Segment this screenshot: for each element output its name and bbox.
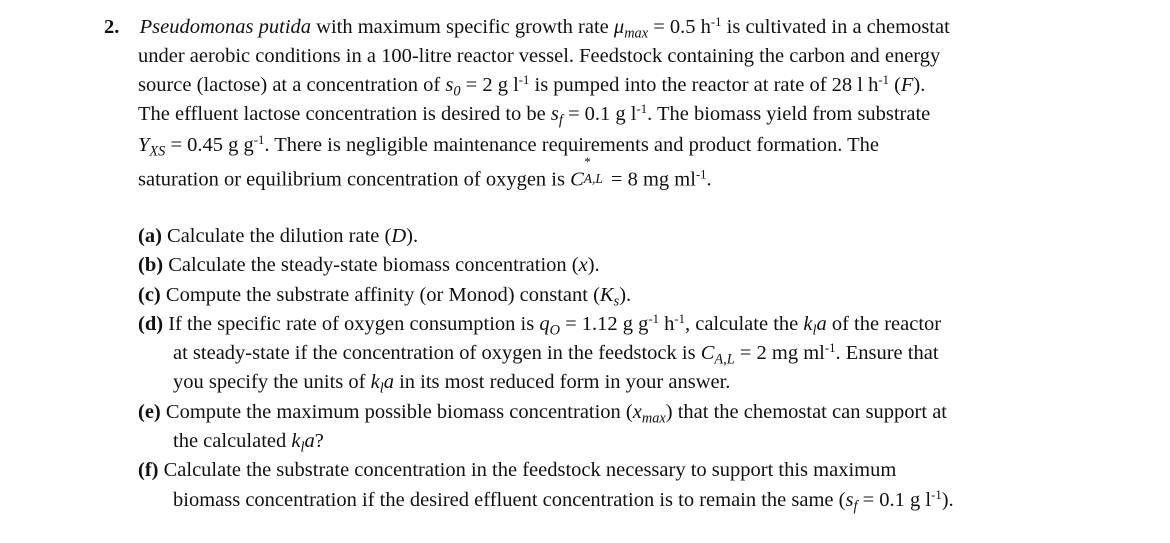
text: = 0.5 h	[648, 16, 711, 38]
superscript: *	[583, 155, 591, 169]
text: in its most reduced form in your answer.	[393, 371, 731, 393]
part-d-line-3	[173, 371, 731, 397]
part-label: (f)	[138, 459, 159, 481]
k-symbol: k	[291, 430, 301, 452]
subscript: A,L	[583, 171, 603, 186]
subscript: max	[641, 410, 666, 427]
superscript: -1	[648, 312, 660, 327]
text: Calculate the steady-state biomass concentration (	[163, 254, 579, 276]
question-line-3	[138, 73, 926, 100]
F-symbol: F	[900, 74, 914, 96]
text: = 0.1 g l	[562, 103, 637, 125]
part-a	[138, 226, 418, 247]
text: = 2 g l	[460, 74, 519, 96]
part-b	[138, 255, 600, 276]
text: source (lactose) at a concentration of	[138, 74, 446, 96]
text: Calculate the substrate concentration in the feedstock necessary to support this maximum	[158, 459, 897, 481]
superscript: -1	[878, 73, 889, 88]
superscript: -1	[824, 341, 836, 356]
subscript: XS	[149, 143, 166, 160]
superscript: -1	[636, 102, 648, 117]
text: = 0.45 g g	[165, 134, 254, 156]
text: ).	[406, 225, 419, 247]
subscript: max	[624, 25, 649, 42]
text: the calculated	[173, 430, 292, 452]
text: = 8 mg ml	[605, 168, 696, 191]
part-f-line-2	[173, 488, 954, 515]
text: .	[706, 168, 712, 191]
text: h	[659, 313, 675, 335]
a-symbol: a	[304, 430, 315, 452]
text: Calculate the dilution rate (	[161, 225, 392, 247]
s-symbol: s	[445, 74, 454, 96]
text: ).	[587, 254, 600, 276]
text: you specify the units of	[173, 371, 371, 393]
part-label: (e)	[138, 401, 161, 423]
part-c	[138, 284, 632, 310]
text: (	[888, 74, 901, 96]
text: . Ensure that	[835, 342, 939, 364]
superscript: -1	[518, 73, 530, 88]
text: , calculate the	[684, 313, 804, 335]
question-line-2	[138, 46, 940, 67]
part-label: (d)	[138, 313, 164, 335]
text: If the specific rate of oxygen consumption is	[163, 313, 540, 335]
text: is cultivated in a chemostat	[721, 16, 950, 38]
x-symbol: x	[632, 401, 642, 423]
superscript: -1	[710, 15, 722, 30]
C-symbol: C	[700, 342, 715, 364]
a-symbol: a	[816, 313, 827, 335]
text: ).	[941, 489, 954, 511]
part-d-line-2	[173, 341, 939, 368]
subscript: f	[558, 112, 563, 129]
s-symbol: s	[550, 103, 559, 125]
text: of the reactor	[826, 313, 942, 335]
part-label: (c)	[138, 284, 161, 306]
text: ).	[619, 284, 632, 306]
text: = 1.12 g g	[559, 313, 649, 335]
superscript: -1	[695, 167, 707, 182]
text: is pumped into the reactor at rate of 28 l h	[529, 74, 879, 96]
part-d-line-1	[138, 312, 942, 339]
text: ) that the chemostat can support at	[665, 401, 947, 423]
subscript: s	[613, 293, 620, 310]
subscript: l	[379, 380, 384, 397]
superscript: -1	[253, 133, 265, 148]
subscript: l	[300, 439, 305, 456]
k-symbol: k	[370, 371, 380, 393]
text: Compute the maximum possible biomass concentration (	[160, 401, 633, 423]
question-line-5	[138, 133, 879, 160]
text: under aerobic conditions in a 100-litre reactor vessel. Feedstock containing the carbon and energy	[138, 45, 941, 67]
Y-symbol: Y	[138, 134, 150, 156]
question-line-4	[138, 102, 931, 129]
subscript: l	[812, 322, 817, 339]
text: . There is negligible maintenance requirements and product formation. The	[264, 134, 879, 156]
s-symbol: s	[845, 489, 854, 511]
a-symbol: a	[383, 371, 394, 393]
text: = 2 mg ml	[734, 342, 825, 364]
text: ).	[913, 74, 926, 96]
subscript: 0	[453, 83, 461, 100]
k-symbol: k	[803, 313, 813, 335]
superscript: -1	[674, 312, 685, 327]
part-label: (a)	[138, 225, 162, 247]
subscript: O	[549, 322, 560, 339]
question-line-6	[138, 155, 712, 191]
text: . The biomass yield from substrate	[647, 103, 931, 125]
subscript: A,L	[714, 351, 735, 368]
organism-name: Pseudomonas putida	[139, 16, 312, 38]
x-symbol: x	[578, 254, 588, 276]
mu-symbol: μ	[613, 16, 625, 38]
text: Compute the substrate affinity (or Monod) constant (	[160, 284, 600, 306]
part-e-line-2	[173, 430, 324, 456]
D-symbol: D	[391, 225, 407, 247]
question-number: 2.	[104, 16, 120, 38]
C-symbol: C	[570, 168, 584, 191]
superscript: -1	[931, 488, 942, 503]
part-f-line-1	[138, 460, 896, 481]
text: The effluent lactose concentration is desired to be	[138, 103, 551, 125]
K-symbol: K	[599, 284, 614, 306]
text: = 0.1 g l	[857, 489, 932, 511]
question-line-1	[104, 15, 950, 42]
text: ?	[314, 430, 324, 452]
text: biomass concentration if the desired effluent concentration is to remain the same (	[173, 489, 846, 511]
q-symbol: q	[539, 313, 550, 335]
part-e-line-1	[138, 401, 947, 427]
text: with maximum specific growth rate	[311, 16, 614, 38]
subscript: f	[853, 498, 858, 515]
text: saturation or equilibrium concentration of oxygen is	[138, 168, 571, 191]
part-label: (b)	[138, 254, 164, 276]
text: at steady-state if the concentration of oxygen in the feedstock is	[173, 342, 701, 364]
